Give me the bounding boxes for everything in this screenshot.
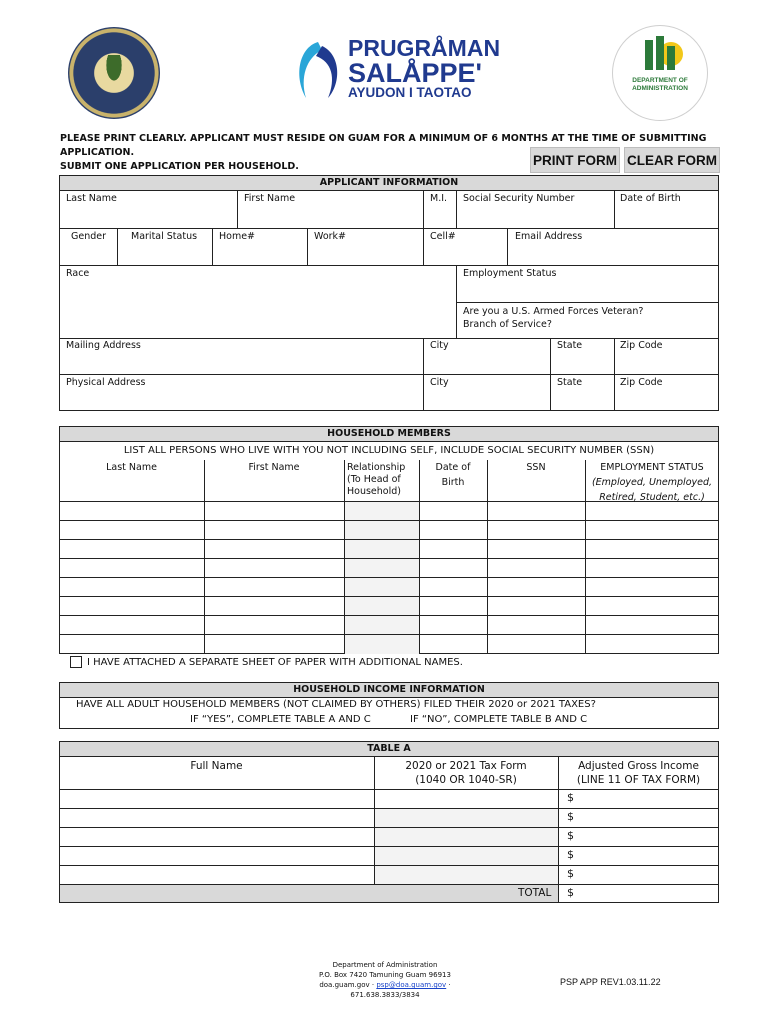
col-adjusted-gross-income: Adjusted Gross Income (LINE 11 OF TAX FORM)	[576, 760, 701, 786]
race-input[interactable]	[60, 281, 455, 337]
last-name-label: Last Name	[66, 193, 117, 204]
email-address-input[interactable]	[508, 244, 718, 264]
physical-city-label: City	[430, 377, 449, 388]
footer-contact: doa.guam.gov · psp@doa.guam.gov · 671.638.3833/3834	[319, 981, 451, 999]
full-name-input[interactable]	[60, 866, 373, 883]
col-first-name: First Name	[248, 462, 300, 473]
col-ssn: SSN	[526, 462, 546, 473]
mailing-address-input[interactable]	[60, 353, 422, 373]
total-row-shade	[60, 885, 558, 902]
mailing-zip-input[interactable]	[615, 353, 718, 373]
mailing-city-input[interactable]	[424, 353, 549, 373]
employment-status-input[interactable]	[457, 281, 718, 301]
col-date-of-birth: Date of Birth	[435, 462, 471, 488]
household-row[interactable]	[59, 634, 719, 654]
first-name-label: First Name	[244, 193, 296, 204]
ssn-label: Social Security Number	[463, 193, 575, 204]
col-full-name: Full Name	[190, 760, 243, 772]
agi-total-input[interactable]	[578, 885, 718, 902]
physical-city-input[interactable]	[424, 390, 549, 410]
physical-zip-input[interactable]	[615, 390, 718, 410]
footer-department: Department of Administration	[332, 961, 438, 969]
footer-website: doa.guam.gov	[319, 981, 370, 989]
date-of-birth-input[interactable]	[615, 206, 718, 227]
agi-dollar: $	[567, 829, 574, 842]
col-employment-status: EMPLOYMENT STATUS (Employed, Unemployed, Retired, Student, etc.)	[591, 462, 713, 503]
last-name-input[interactable]	[60, 206, 236, 227]
col-relationship: Relationship (To Head of Household)	[347, 462, 406, 497]
middle-initial-label: M.I.	[430, 193, 448, 204]
full-name-input[interactable]	[60, 847, 373, 864]
total-dollar: $	[567, 886, 574, 899]
physical-address-label: Physical Address	[66, 377, 146, 388]
veteran-branch-input[interactable]	[457, 332, 718, 337]
employment-status-label: Employment Status	[463, 268, 557, 279]
agi-input[interactable]	[578, 809, 718, 826]
notice-line-2: SUBMIT ONE APPLICATION PER HOUSEHOLD.	[60, 161, 299, 172]
agi-input[interactable]	[578, 847, 718, 864]
home-phone-label: Home#	[219, 231, 256, 242]
mailing-state-input[interactable]	[551, 353, 613, 373]
physical-zip-label: Zip Code	[620, 377, 663, 388]
household-row[interactable]	[59, 539, 719, 558]
date-of-birth-label: Date of Birth	[620, 193, 681, 204]
governors-seal-logo	[68, 27, 160, 119]
marital-status-label: Marital Status	[131, 231, 198, 242]
household-row[interactable]	[59, 615, 719, 634]
middle-initial-input[interactable]	[424, 206, 455, 227]
household-row[interactable]	[59, 520, 719, 539]
form-revision: PSP APP REV1.03.11.22	[560, 977, 661, 987]
notice-line-1: PLEASE PRINT CLEARLY. APPLICANT MUST RESIDE ON GUAM FOR A MINIMUM OF 6 MONTHS AT THE TIME OF SUBMITTING APPLICATION.	[60, 133, 707, 158]
clear-form-button[interactable]: CLEAR FORM	[624, 147, 720, 173]
agi-dollar: $	[567, 810, 574, 823]
agi-dollar: $	[567, 867, 574, 880]
race-label: Race	[66, 268, 90, 279]
if-no-instruction: IF “NO”, COMPLETE TABLE B AND C	[410, 714, 588, 725]
household-members-header: HOUSEHOLD MEMBERS	[59, 426, 719, 442]
work-phone-label: Work#	[314, 231, 347, 242]
household-income-header: HOUSEHOLD INCOME INFORMATION	[59, 682, 719, 698]
full-name-input[interactable]	[60, 809, 373, 826]
applicant-information-header: APPLICANT INFORMATION	[59, 175, 719, 191]
print-form-button[interactable]: PRINT FORM	[530, 147, 620, 173]
mailing-zip-label: Zip Code	[620, 340, 663, 351]
if-yes-instruction: IF “YES”, COMPLETE TABLE A AND C	[190, 714, 371, 725]
program-title: PRUGRÅMAN SALÅPPE'	[348, 35, 501, 88]
program-subtitle: AYUDON I TAOTAO	[348, 85, 472, 100]
agi-input[interactable]	[578, 828, 718, 845]
mailing-address-label: Mailing Address	[66, 340, 141, 351]
physical-state-label: State	[557, 377, 583, 388]
agi-input[interactable]	[578, 790, 718, 807]
additional-names-checkbox[interactable]	[70, 656, 82, 668]
physical-state-input[interactable]	[551, 390, 613, 410]
marital-status-input[interactable]	[118, 244, 211, 264]
taxes-filed-question: HAVE ALL ADULT HOUSEHOLD MEMBERS (NOT CLAIMED BY OTHERS) FILED THEIR 2020 or 2021 TAXES?	[76, 699, 596, 710]
household-row[interactable]	[59, 577, 719, 596]
full-name-input[interactable]	[60, 790, 373, 807]
svg-text:ADMINISTRATION: ADMINISTRATION	[632, 85, 688, 92]
gender-label: Gender	[71, 231, 107, 242]
household-row[interactable]	[59, 596, 719, 615]
email-address-label: Email Address	[515, 231, 583, 242]
footer-po-box: P.O. Box 7420 Tamuning Guam 96913	[319, 971, 451, 979]
agi-input[interactable]	[578, 866, 718, 883]
ssn-input[interactable]	[457, 206, 613, 227]
cell-phone-label: Cell#	[430, 231, 456, 242]
household-row[interactable]	[59, 558, 719, 577]
agi-dollar: $	[567, 791, 574, 804]
branch-of-service-label: Branch of Service?	[463, 319, 552, 330]
additional-names-label: I HAVE ATTACHED A SEPARATE SHEET OF PAPER WITH ADDITIONAL NAMES.	[87, 657, 463, 668]
agi-dollar: $	[567, 848, 574, 861]
footer-email-link[interactable]: psp@doa.guam.gov	[376, 981, 447, 989]
veteran-question-label: Are you a U.S. Armed Forces Veteran?	[463, 306, 644, 317]
full-name-input[interactable]	[60, 828, 373, 845]
total-label: TOTAL	[518, 887, 552, 899]
work-phone-input[interactable]	[308, 244, 422, 264]
home-phone-input[interactable]	[213, 244, 306, 264]
table-a-header: TABLE A	[59, 741, 719, 757]
department-of-administration-logo	[612, 25, 708, 121]
first-name-input[interactable]	[238, 206, 422, 227]
hands-logo-icon	[292, 38, 344, 102]
footer-phone: 671.638.3833/3834	[350, 991, 420, 999]
svg-text:DEPARTMENT OF: DEPARTMENT OF	[632, 77, 688, 84]
household-row[interactable]	[59, 501, 719, 520]
application-notice	[60, 132, 720, 174]
mailing-city-label: City	[430, 340, 449, 351]
col-tax-form: 2020 or 2021 Tax Form (1040 OR 1040-SR)	[405, 760, 527, 786]
col-last-name: Last Name	[106, 462, 157, 473]
footer-address	[290, 960, 480, 1000]
cell-phone-input[interactable]	[424, 244, 506, 264]
household-instruction: LIST ALL PERSONS WHO LIVE WITH YOU NOT INCLUDING SELF, INCLUDE SOCIAL SECURITY NUMBER (SSN)	[123, 445, 655, 456]
physical-address-input[interactable]	[60, 390, 422, 410]
gender-input[interactable]	[60, 244, 116, 264]
mailing-state-label: State	[557, 340, 583, 351]
